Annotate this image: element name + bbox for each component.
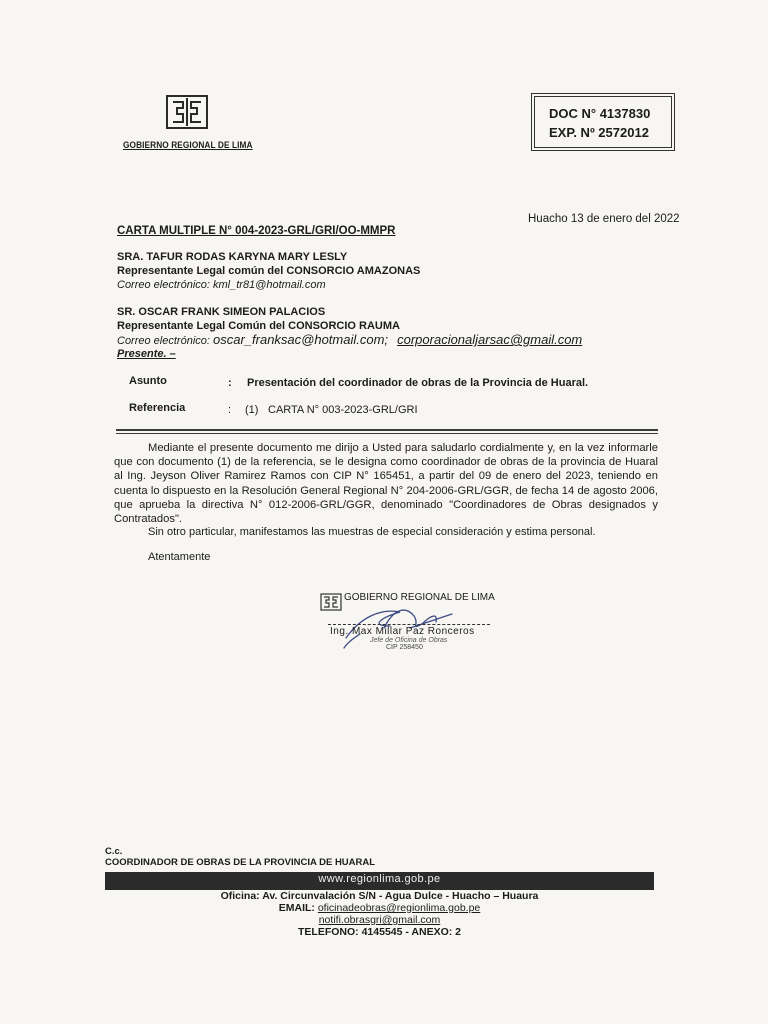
recipient-2-email[interactable]: oscar_franksac@hotmail.com; [213,332,389,347]
recipient-1-email-line [117,278,326,292]
doc-number: DOC N° 4137830 [549,106,651,121]
footer-office: Oficina: Av. Circunvalación S/N - Agua Dulce - Huacho – Huaura [220,890,539,902]
footer-email-1[interactable]: oficinadeobras@regionlima.gob.pe [317,902,481,914]
recipient-1-email-label: Correo electrónico: [117,279,210,291]
divider [116,429,658,431]
cc-text: COORDINADOR DE OBRAS DE LA PROVINCIA DE HUARAL [105,857,376,868]
body-paragraph-1: Mediante el presente documento me dirijo a Usted para saludarlo cordialmente y, en la vez informarle que con documento (1) de la referencia, se le designa como coordinador de obras de la provincia de Huaral al Ing. Jeyson Oliver Ramirez Ramos con CIP N° 165451, a partir del 09 de enero del 2023, teniendo en cuenta lo dispuesto en la Resolución General Regional N° 204-2006-GRL/GGR, de fecha 14 de agosto 2006, que aprueba la directiva N° 012-2006-GRL/GGR, denominado "Coordinadores de Obras designados y Contratados". [114,442,658,526]
referencia-text: CARTA N° 003-2023-GRL/GRI [268,404,418,416]
recipient-2-name: SR. OSCAR FRANK SIMEON PALACIOS [117,306,326,318]
recipient-1-email[interactable]: kml_tr81@hotmail.com [213,279,326,291]
recipient-2-email-label: Correo electrónico: [117,335,210,347]
seal-icon [320,593,342,611]
recipient-2-role: Representante Legal Común del CONSORCIO RAUMA [117,320,400,332]
signer-cip: CIP 258450 [386,644,423,651]
referencia-label: Referencia [129,402,186,414]
logo-caption: GOBIERNO REGIONAL DE LIMA [123,140,253,150]
cc-label: C.c. [105,846,123,857]
asunto-text: Presentación del coordinador de obras de la Provincia de Huaral. [247,377,589,389]
recipient-2-email-line [117,333,582,348]
footer-website[interactable]: www.regionlima.gob.pe [318,873,441,885]
recipient-2-email-2[interactable]: corporacionaljarsac@gmail.com [397,332,583,347]
closing: Atentamente [148,551,211,563]
document-number-box [534,96,672,148]
recipient-1-name: SRA. TAFUR RODAS KARYNA MARY LESLY [117,251,348,263]
referencia-number: (1) [245,404,259,416]
footer-email-line [105,902,654,914]
footer-email-label: EMAIL: [278,902,315,914]
footer-email-2[interactable]: notifi.obrasgri@gmail.com [318,914,441,926]
body-paragraph-2: Sin otro particular, manifestamos las muestras de especial consideración y estima personal. [148,526,596,538]
letter-title: CARTA MULTIPLE N° 004-2023-GRL/GRI/OO-MMPR [117,225,396,237]
signer-role: Jefe de Oficina de Obras [370,637,448,644]
asunto-label: Asunto [129,375,167,387]
signature-org: GOBIERNO REGIONAL DE LIMA [344,592,495,603]
footer-email-2-line [105,914,654,926]
letter-date: Huacho 13 de enero del 2022 [528,213,680,225]
signer-name: Ing. Max Millar Paz Ronceros [330,626,475,637]
referencia-separator: : [228,404,232,416]
presente: Presente. – [117,348,176,360]
signature-line [328,624,490,625]
asunto-separator: : [228,377,232,389]
divider [116,433,658,434]
footer-phone: TELEFONO: 4145545 - ANEXO: 2 [298,926,461,938]
exp-number: EXP. Nº 2572012 [549,125,649,140]
recipient-1-role: Representante Legal común del CONSORCIO AMAZONAS [117,265,421,277]
letter-body [114,441,658,526]
gobierno-regional-logo-icon [165,94,209,130]
